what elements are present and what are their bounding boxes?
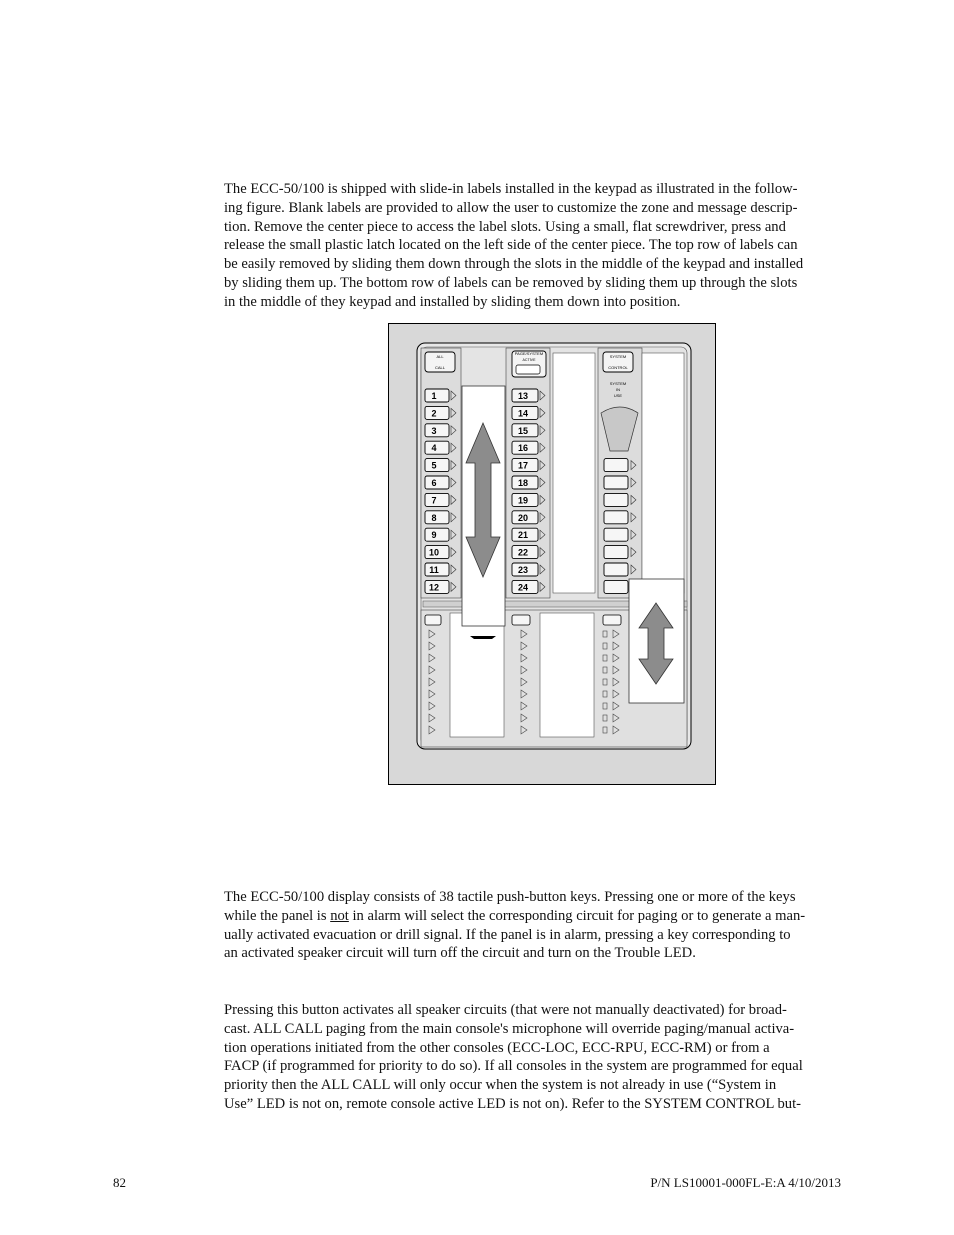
label-strip xyxy=(450,613,504,737)
lower-key xyxy=(512,615,530,625)
all-call-line: priority then the ALL CALL will only occur when the system is not already in use (“System in xyxy=(224,1077,777,1094)
intro-line: by sliding them up. The bottom row of labels can be removed by sliding them up through the slots xyxy=(224,274,798,291)
intro-paragraph xyxy=(224,180,844,312)
zone-key-number: 8 xyxy=(431,512,437,523)
page-number: 82 xyxy=(113,1175,126,1190)
zone-key xyxy=(425,528,449,541)
display-line xyxy=(224,907,844,926)
message-key xyxy=(604,459,628,472)
zone-key xyxy=(425,459,449,472)
message-key xyxy=(604,528,628,541)
message-key xyxy=(604,546,628,559)
zone-key-number: 17 xyxy=(517,460,529,471)
zone-key-number: 2 xyxy=(431,408,437,419)
zone-key-number: 4 xyxy=(431,443,437,454)
zone-key xyxy=(425,511,449,524)
zone-key-number: 3 xyxy=(431,425,437,436)
zone-key-number: 19 xyxy=(517,495,529,506)
zone-key-number: 21 xyxy=(517,530,529,541)
display-line: The ECC-50/100 display consists of 38 tactile push-button keys. Pressing one or more of the keys xyxy=(224,889,796,905)
zone-key-number: 18 xyxy=(517,478,529,488)
system-control-label-2: CONTROL xyxy=(608,365,628,370)
message-key xyxy=(604,511,628,524)
message-key xyxy=(604,563,628,576)
system-in-use-label-2: IN xyxy=(616,387,620,392)
all-call-line: FACP (if programmed for priority to do so). If all consoles in the system are programmed for equal xyxy=(224,1058,803,1075)
all-call-key-label-1: ALL xyxy=(436,354,444,359)
label-strip xyxy=(553,353,595,593)
all-call-line: tion operations initiated from the other consoles (ECC-LOC, ECC-RPU, ECC-RM) or from a xyxy=(224,1039,770,1056)
display-line-part: while the panel is xyxy=(224,907,331,924)
page-key-cap xyxy=(516,365,540,374)
intro-line: be easily removed by sliding them down through the slots in the middle of the keypad and installed xyxy=(224,256,804,273)
zone-key xyxy=(425,476,449,489)
zone-key-number: 24 xyxy=(517,582,529,593)
display-line-part: in alarm will select the corresponding circuit for paging or to generate a man- xyxy=(348,907,806,924)
intro-line: ing figure. Blank labels are provided to allow the user to customize the zone and message descrip- xyxy=(224,199,798,216)
zone-key xyxy=(425,389,449,402)
message-key xyxy=(604,493,628,506)
message-key xyxy=(604,580,628,593)
zone-key xyxy=(425,441,449,454)
display-line: an activated speaker circuit will turn off the circuit and turn on the Trouble LED. xyxy=(224,945,696,962)
all-call-key-label-2: CALL xyxy=(434,365,446,370)
message-key xyxy=(604,476,628,489)
intro-line: in the middle of they keypad and installed by sliding them down into position. xyxy=(224,293,681,310)
zone-key-number: 5 xyxy=(431,460,437,471)
zone-key xyxy=(425,493,449,506)
zone-key-number: 20 xyxy=(517,512,529,523)
label-strip xyxy=(642,353,684,593)
system-in-use-label-1: SYSTEM xyxy=(609,381,627,386)
zone-key xyxy=(425,406,449,419)
all-call-line: cast. ALL CALL paging from the main console's microphone will override paging/manual activa- xyxy=(224,1020,795,1037)
part-number: P/N LS10001-000FL-E:A 4/10/2013 xyxy=(650,1175,841,1190)
page-key-label-1: PAGE/SYSTEM xyxy=(514,351,544,356)
zone-key-number: 1 xyxy=(431,391,437,401)
zone-key-number: 7 xyxy=(431,495,437,506)
intro-line: tion. Remove the center piece to access the label slots. Using a small, flat screwdriver, press and xyxy=(224,218,786,235)
system-in-use-label-3: USE xyxy=(613,393,623,398)
all-call-paragraph xyxy=(224,1001,844,1114)
intro-line: The ECC-50/100 is shipped with slide-in labels installed in the keypad as illustrated in the follow- xyxy=(224,181,798,197)
zone-key-number: 13 xyxy=(517,391,529,401)
all-call-line: Pressing this button activates all speaker circuits (that were not manually deactivated) for broad- xyxy=(224,1002,787,1018)
middle-key-column xyxy=(506,348,550,598)
zone-key-number: 9 xyxy=(431,530,437,541)
zone-key-number: 11 xyxy=(429,565,439,575)
display-paragraph xyxy=(224,888,844,963)
emphasis-not: not xyxy=(330,907,349,924)
zone-key-number: 14 xyxy=(517,408,529,419)
latch-icon xyxy=(470,636,496,639)
display-line: ually activated evacuation or drill signal. If the panel is in alarm, pressing a key corresponding to xyxy=(224,926,791,943)
zone-key-number: 12 xyxy=(428,582,440,593)
all-call-line: Use” LED is not on, remote console active LED is not on). Refer to the SYSTEM CONTROL but- xyxy=(224,1095,802,1112)
zone-key-number: 10 xyxy=(428,547,440,558)
label-strip xyxy=(540,613,594,737)
intro-line: release the small plastic latch located on the left side of the center piece. The top row of labels can xyxy=(224,237,798,254)
zone-key-number: 23 xyxy=(517,565,529,575)
zone-key-number: 15 xyxy=(517,425,529,436)
page-key-label-2: ACTIVE xyxy=(522,358,536,362)
lower-key xyxy=(603,615,621,625)
zone-key-number: 16 xyxy=(517,443,529,454)
zone-key-number: 22 xyxy=(517,547,529,558)
keypad-illustration xyxy=(388,323,716,785)
keypad-label-figure xyxy=(388,323,716,785)
zone-key-number: 6 xyxy=(431,478,437,488)
left-key-column xyxy=(421,348,461,598)
system-control-label-1: SYSTEM xyxy=(609,354,627,359)
zone-key xyxy=(425,424,449,437)
lower-key xyxy=(425,615,441,625)
